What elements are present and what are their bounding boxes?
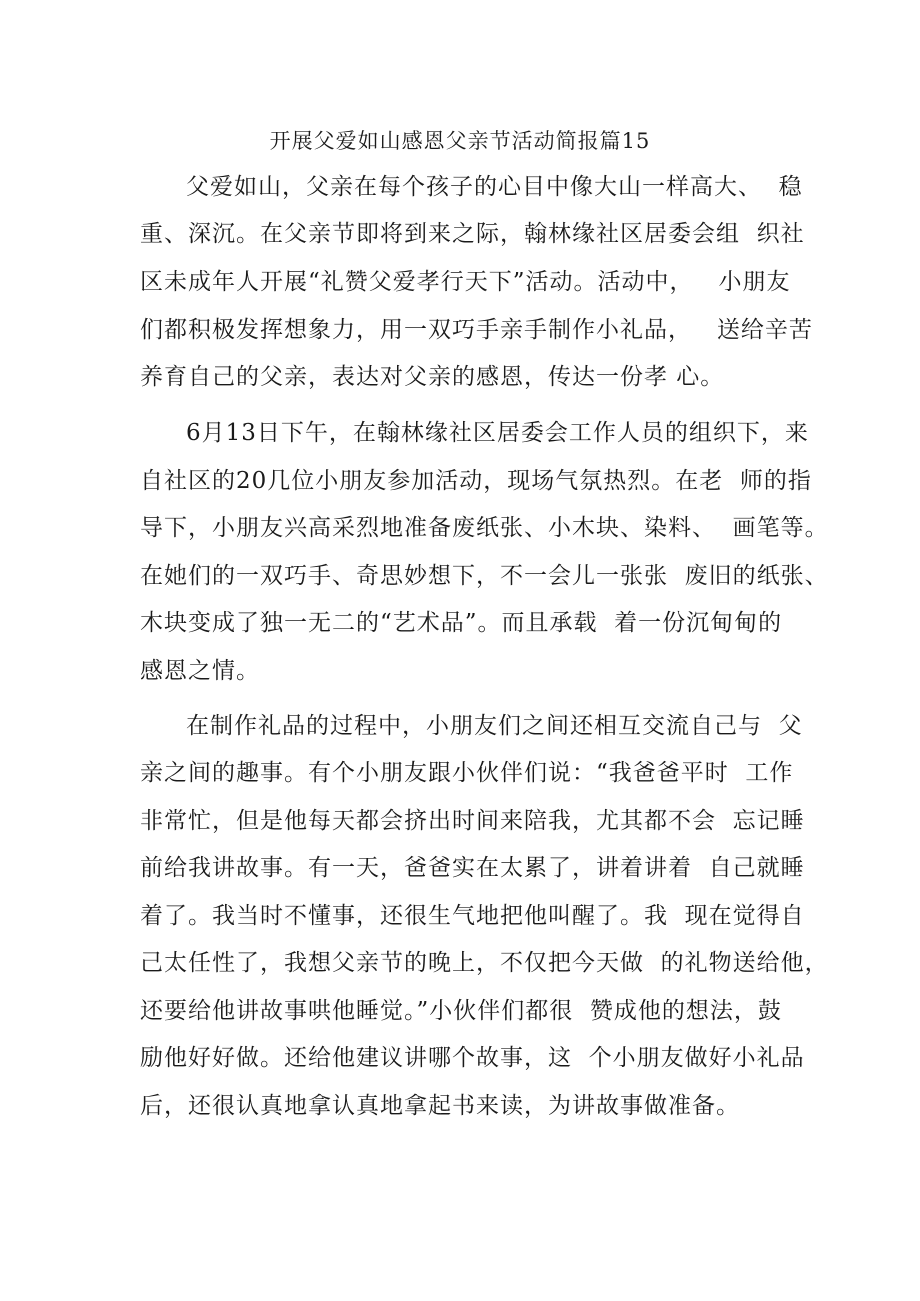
paragraph-line: 亲之间的趣事。有个小朋友跟小伙伴们说：“我爸爸平时 工作 <box>140 760 794 786</box>
paragraph-line: 还要给他讲故事哄他睡觉。”小伙伴们都很 赞成他的想法，鼓 <box>140 998 782 1024</box>
paragraph-line: 区未成年人开展“礼赞父爱孝行天下”活动。活动中， 小朋友 <box>140 269 791 295</box>
paragraph-line: 们都积极发挥想象力，用一双巧手亲手制作小礼品， 送给辛苦 <box>140 317 813 343</box>
paragraph-line: 着了。我当时不懂事，还很生气地把他叫醒了。我 现在觉得自 <box>140 903 805 929</box>
paragraph-line: 6月13日下午，在翰林缘社区居委会工作人员的组织下，来 <box>186 420 809 446</box>
paragraph-line: 前给我讲故事。有一天，爸爸实在太累了，讲着讲着 自己就睡 <box>140 855 805 881</box>
paragraph-line: 父爱如山，父亲在每个孩子的心目中像大山一样高大、 稳 <box>186 174 803 200</box>
paragraph-line: 养育自己的父亲，表达对父亲的感恩，传达一份孝 心。 <box>140 364 725 390</box>
paragraph-line: 非常忙，但是他每天都会挤出时间来陪我，尤其都不会 忘记睡 <box>140 808 805 834</box>
paragraph-line: 后，还很认真地拿认真地拿起书来读，为讲故事做准备。 <box>140 1093 740 1119</box>
paragraph-line: 在她们的一双巧手、奇思妙想下，不一会儿一张张 废旧的纸张、 <box>140 563 829 589</box>
paragraph-line: 己太任性了，我想父亲节的晚上，不仅把今天做 的礼物送给他， <box>140 950 829 976</box>
paragraph-line: 自社区的20几位小朋友参加活动，现场气氛热烈。在老 师的指 <box>140 468 812 494</box>
paragraph-line: 在制作礼品的过程中，小朋友们之间还相互交流自己与 父 <box>186 713 803 739</box>
paragraph-line: 感恩之情。 <box>140 658 260 684</box>
paragraph-line: 木块变成了独一无二的“艺术品”。而且承载 着一份沉甸甸的 <box>140 610 783 636</box>
paragraph-line: 励他好好做。还给他建议讲哪个故事，这 个小朋友做好小礼品 <box>140 1045 805 1071</box>
document-title: 开展父爱如山感恩父亲节活动简报篇15 <box>269 129 651 153</box>
paragraph-line: 导下，小朋友兴高采烈地准备废纸张、小木块、染料、 画笔等。 <box>140 515 829 541</box>
paragraph-line: 重、深沉。在父亲节即将到来之际，翰林缘社区居委会组 织社 <box>140 221 805 247</box>
